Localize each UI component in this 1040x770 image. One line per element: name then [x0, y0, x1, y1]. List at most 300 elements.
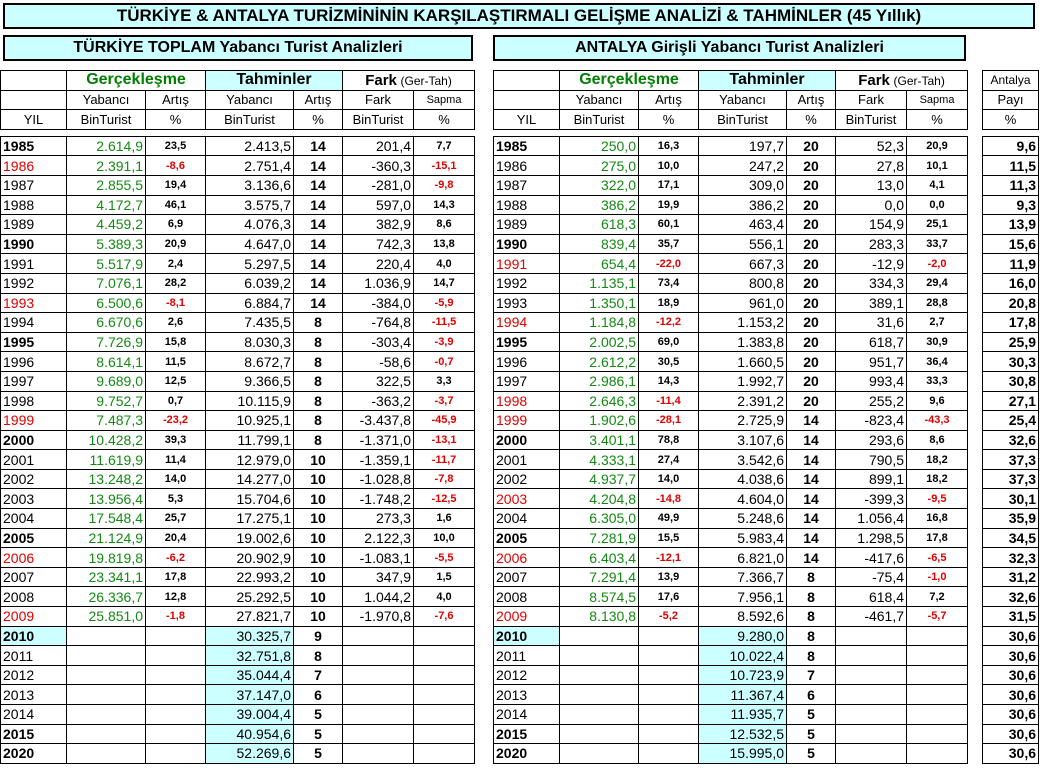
cell-tahmin: 197,7	[699, 136, 787, 156]
header-yil: YIL	[1, 110, 67, 130]
cell-fark: -764,8	[343, 313, 414, 333]
cell-antalya-payi: 30,6	[983, 744, 1039, 764]
cell-artis: 60,1	[639, 215, 699, 235]
cell-gerceklesme: 250,0	[560, 136, 639, 156]
table-row	[983, 567, 1039, 587]
cell-sapma: -43,3	[907, 411, 968, 431]
cell-sapma: 17,8	[907, 528, 968, 548]
cell-tahmin: 3.107,6	[699, 430, 787, 450]
table-row	[494, 175, 968, 195]
cell-fark: 334,3	[836, 273, 907, 293]
cell-tahmin-artis: 14	[294, 136, 343, 156]
cell-year: 2004	[494, 509, 560, 529]
cell-fark: 52,3	[836, 136, 907, 156]
cell-tahmin: 12.979,0	[206, 450, 294, 470]
cell-fark: 382,9	[343, 215, 414, 235]
table-row	[1, 567, 475, 587]
cell-fark: 618,4	[836, 587, 907, 607]
cell-tahmin-artis: 10	[294, 607, 343, 627]
cell-fark: -1.371,0	[343, 430, 414, 450]
cell-tahmin-artis: 14	[787, 509, 836, 529]
cell-sapma: 33,7	[907, 234, 968, 254]
cell-fark: -3.437,8	[343, 411, 414, 431]
cell-tahmin-artis: 20	[787, 313, 836, 333]
cell-gerceklesme: 2.986,1	[560, 371, 639, 391]
header-binturist: BinTurist	[343, 110, 414, 130]
cell-sapma: 30,9	[907, 332, 968, 352]
cell-year: 1990	[1, 234, 67, 254]
table-row	[983, 665, 1039, 685]
cell-fark: 31,6	[836, 313, 907, 333]
cell-year: 2020	[1, 744, 67, 764]
table-row	[1, 469, 475, 489]
cell-antalya-payi: 30,6	[983, 646, 1039, 666]
cell-tahmin: 800,8	[699, 273, 787, 293]
cell-fark	[836, 705, 907, 725]
cell-tahmin: 5.248,6	[699, 509, 787, 529]
cell-tahmin: 20.902,9	[206, 548, 294, 568]
table-row	[494, 136, 968, 156]
cell-sapma: -13,1	[414, 430, 475, 450]
cell-artis: 14,0	[146, 469, 206, 489]
table-row	[983, 685, 1039, 705]
header-yabanci: Yabancı	[67, 90, 146, 110]
cell-artis: 20,4	[146, 528, 206, 548]
cell-year: 2000	[494, 430, 560, 450]
table-row	[983, 156, 1039, 176]
cell-gerceklesme: 4.172,7	[67, 195, 146, 215]
cell-tahmin: 247,2	[699, 156, 787, 176]
cell-tahmin: 7.435,5	[206, 313, 294, 333]
cell-tahmin: 27.821,7	[206, 607, 294, 627]
cell-gerceklesme: 839,4	[560, 234, 639, 254]
cell-tahmin-artis: 10	[294, 469, 343, 489]
cell-tahmin: 39.004,4	[206, 705, 294, 725]
table-row	[983, 489, 1039, 509]
table-row	[494, 293, 968, 313]
cell-gerceklesme: 19.819,8	[67, 548, 146, 568]
cell-sapma	[414, 724, 475, 744]
cell-gerceklesme: 9.689,0	[67, 371, 146, 391]
cell-artis: 30,5	[639, 352, 699, 372]
cell-artis: 73,4	[639, 273, 699, 293]
cell-tahmin-artis: 5	[787, 744, 836, 764]
cell-gerceklesme: 26.336,7	[67, 587, 146, 607]
cell-sapma: 9,6	[907, 391, 968, 411]
cell-year: 1986	[1, 156, 67, 176]
table-row	[494, 371, 968, 391]
table-row	[1, 685, 475, 705]
cell-tahmin: 17.275,1	[206, 509, 294, 529]
cell-artis	[639, 665, 699, 685]
table-row	[983, 332, 1039, 352]
header-fark2: Fark	[836, 90, 907, 110]
cell-tahmin: 8.592,6	[699, 607, 787, 627]
cell-antalya-payi: 31,5	[983, 607, 1039, 627]
table-row	[1, 548, 475, 568]
header-pct: %	[787, 110, 836, 130]
cell-sapma: 8,6	[907, 430, 968, 450]
table-row	[983, 234, 1039, 254]
cell-year: 2014	[1, 705, 67, 725]
cell-year: 2003	[1, 489, 67, 509]
cell-tahmin: 11.935,7	[699, 705, 787, 725]
cell-gerceklesme: 8.614,1	[67, 352, 146, 372]
cell-artis: 13,9	[639, 567, 699, 587]
cell-sapma	[907, 744, 968, 764]
table-row	[494, 744, 968, 764]
cell-tahmin: 6.821,0	[699, 548, 787, 568]
cell-gerceklesme	[67, 685, 146, 705]
cell-antalya-payi: 11,5	[983, 156, 1039, 176]
cell-artis	[639, 626, 699, 646]
cell-tahmin-artis: 14	[294, 234, 343, 254]
cell-tahmin-artis: 10	[294, 509, 343, 529]
cell-tahmin: 10.022,4	[699, 646, 787, 666]
cell-artis: 20,9	[146, 234, 206, 254]
header-fark	[836, 71, 968, 91]
table-row	[983, 391, 1039, 411]
cell-tahmin: 7.956,1	[699, 587, 787, 607]
table-row	[983, 273, 1039, 293]
header-blank	[1, 71, 67, 91]
cell-artis	[146, 626, 206, 646]
cell-gerceklesme: 1.135,1	[560, 273, 639, 293]
spacer-row	[494, 129, 968, 136]
cell-tahmin: 9.366,5	[206, 371, 294, 391]
header-artis: Artış	[294, 90, 343, 110]
table-row	[494, 215, 968, 235]
cell-sapma: 14,3	[414, 195, 475, 215]
table-row	[494, 509, 968, 529]
cell-fark: 0,0	[836, 195, 907, 215]
header-yabanci: Yabancı	[699, 90, 787, 110]
cell-tahmin: 463,4	[699, 215, 787, 235]
cell-tahmin-artis: 20	[787, 273, 836, 293]
cell-year: 2001	[494, 450, 560, 470]
table-row	[1, 430, 475, 450]
cell-sapma: -0,7	[414, 352, 475, 372]
antalya-payi-table	[982, 70, 1039, 764]
table-row	[983, 450, 1039, 470]
header-blank	[494, 90, 560, 110]
cell-gerceklesme: 6.305,0	[560, 509, 639, 529]
cell-sapma: 3,3	[414, 371, 475, 391]
cell-gerceklesme: 2.002,5	[560, 332, 639, 352]
cell-tahmin-artis: 14	[787, 548, 836, 568]
cell-antalya-payi: 37,3	[983, 450, 1039, 470]
cell-sapma: 33,3	[907, 371, 968, 391]
cell-gerceklesme: 618,3	[560, 215, 639, 235]
table-row	[1, 215, 475, 235]
cell-artis	[146, 665, 206, 685]
cell-year: 1998	[494, 391, 560, 411]
cell-tahmin: 52.269,6	[206, 744, 294, 764]
cell-year: 1997	[1, 371, 67, 391]
cell-gerceklesme: 322,0	[560, 175, 639, 195]
cell-tahmin: 32.751,8	[206, 646, 294, 666]
cell-artis: 12,5	[146, 371, 206, 391]
cell-tahmin-artis: 5	[294, 724, 343, 744]
cell-gerceklesme: 10.428,2	[67, 430, 146, 450]
table-row	[983, 313, 1039, 333]
table-row	[983, 195, 1039, 215]
cell-tahmin: 14.277,0	[206, 469, 294, 489]
cell-antalya-payi: 30,3	[983, 352, 1039, 372]
table-row	[983, 626, 1039, 646]
cell-fark	[343, 626, 414, 646]
cell-year: 1991	[494, 254, 560, 274]
cell-tahmin-artis: 14	[294, 156, 343, 176]
cell-artis	[146, 705, 206, 725]
cell-gerceklesme: 1.184,8	[560, 313, 639, 333]
table-row	[494, 685, 968, 705]
table-row	[983, 744, 1039, 764]
cell-year: 2009	[494, 607, 560, 627]
cell-tahmin-artis: 20	[787, 175, 836, 195]
cell-sapma	[414, 685, 475, 705]
cell-year: 1993	[1, 293, 67, 313]
antalya-table	[493, 70, 968, 764]
cell-gerceklesme: 25.851,0	[67, 607, 146, 627]
cell-artis: 25,7	[146, 509, 206, 529]
cell-fark: 347,9	[343, 567, 414, 587]
table-row	[1, 136, 475, 156]
cell-fark	[836, 626, 907, 646]
cell-sapma: -3,9	[414, 332, 475, 352]
cell-gerceklesme: 7.726,9	[67, 332, 146, 352]
cell-sapma	[907, 685, 968, 705]
cell-gerceklesme: 4.937,7	[560, 469, 639, 489]
cell-year: 2010	[494, 626, 560, 646]
cell-year: 1992	[494, 273, 560, 293]
cell-year: 1985	[1, 136, 67, 156]
cell-tahmin: 2.413,5	[206, 136, 294, 156]
cell-sapma: -5,5	[414, 548, 475, 568]
cell-year: 2011	[1, 646, 67, 666]
cell-gerceklesme: 23.341,1	[67, 567, 146, 587]
cell-year: 2002	[494, 469, 560, 489]
cell-artis: 0,7	[146, 391, 206, 411]
table-row	[494, 391, 968, 411]
header-binturist: BinTurist	[836, 110, 907, 130]
header-gerceklesme: Gerçekleşme	[67, 71, 206, 91]
cell-gerceklesme: 5.389,3	[67, 234, 146, 254]
cell-sapma: -7,8	[414, 469, 475, 489]
cell-fark	[836, 646, 907, 666]
cell-tahmin: 7.366,7	[699, 567, 787, 587]
header-row-1	[983, 71, 1039, 91]
cell-tahmin: 1.383,8	[699, 332, 787, 352]
table-row	[1, 607, 475, 627]
table-row	[494, 665, 968, 685]
header-sapma: Sapma	[414, 90, 475, 110]
cell-artis	[639, 744, 699, 764]
cell-sapma	[907, 626, 968, 646]
cell-tahmin-artis: 20	[787, 254, 836, 274]
cell-tahmin-artis: 20	[787, 136, 836, 156]
cell-sapma: 7,7	[414, 136, 475, 156]
table-row	[1, 234, 475, 254]
cell-antalya-payi: 30,8	[983, 371, 1039, 391]
cell-tahmin-artis: 10	[294, 587, 343, 607]
cell-tahmin: 8.672,7	[206, 352, 294, 372]
cell-year: 1987	[494, 175, 560, 195]
cell-tahmin-artis: 8	[787, 626, 836, 646]
cell-antalya-payi: 31,2	[983, 567, 1039, 587]
cell-year: 1986	[494, 156, 560, 176]
cell-fark: -303,4	[343, 332, 414, 352]
cell-antalya-payi: 9,3	[983, 195, 1039, 215]
cell-antalya-payi: 11,9	[983, 254, 1039, 274]
header-binturist: BinTurist	[206, 110, 294, 130]
cell-sapma: 28,8	[907, 293, 968, 313]
cell-tahmin-artis: 8	[294, 371, 343, 391]
cell-artis: -5,2	[639, 607, 699, 627]
cell-artis: -14,8	[639, 489, 699, 509]
cell-tahmin-artis: 10	[294, 528, 343, 548]
cell-year: 1997	[494, 371, 560, 391]
cell-tahmin-artis: 9	[294, 626, 343, 646]
cell-antalya-payi: 30,1	[983, 489, 1039, 509]
cell-fark: 1.298,5	[836, 528, 907, 548]
cell-fark: 951,7	[836, 352, 907, 372]
spacer-row	[1, 129, 475, 136]
cell-tahmin-artis: 10	[294, 548, 343, 568]
cell-tahmin: 6.884,7	[206, 293, 294, 313]
cell-artis: -1,8	[146, 607, 206, 627]
cell-fark: 993,4	[836, 371, 907, 391]
cell-gerceklesme: 8.574,5	[560, 587, 639, 607]
cell-fark: -360,3	[343, 156, 414, 176]
cell-sapma: 10,1	[907, 156, 968, 176]
cell-year: 2012	[494, 665, 560, 685]
cell-fark: -12,9	[836, 254, 907, 274]
cell-sapma: -6,5	[907, 548, 968, 568]
cell-antalya-payi: 15,6	[983, 234, 1039, 254]
cell-year: 2013	[494, 685, 560, 705]
cell-tahmin: 11.367,4	[699, 685, 787, 705]
cell-artis	[639, 705, 699, 725]
cell-fark	[343, 685, 414, 705]
cell-tahmin-artis: 8	[294, 352, 343, 372]
cell-sapma: 0,0	[907, 195, 968, 215]
cell-year: 2006	[1, 548, 67, 568]
cell-fark: -1.028,8	[343, 469, 414, 489]
cell-gerceklesme: 7.291,4	[560, 567, 639, 587]
cell-tahmin: 4.647,0	[206, 234, 294, 254]
cell-tahmin: 8.030,3	[206, 332, 294, 352]
cell-fark: 597,0	[343, 195, 414, 215]
cell-tahmin-artis: 8	[294, 411, 343, 431]
cell-sapma	[414, 665, 475, 685]
table-row	[1, 273, 475, 293]
antalya-section-title: ANTALYA Girişli Yabancı Turist Analizleri	[493, 35, 966, 61]
header-row-1	[494, 71, 968, 91]
cell-gerceklesme: 1.350,1	[560, 293, 639, 313]
cell-year: 2001	[1, 450, 67, 470]
cell-tahmin-artis: 5	[294, 744, 343, 764]
cell-sapma: -1,0	[907, 567, 968, 587]
cell-sapma: 36,4	[907, 352, 968, 372]
header-tahminler: Tahminler	[206, 71, 343, 91]
cell-tahmin: 10.115,9	[206, 391, 294, 411]
cell-gerceklesme: 7.281,9	[560, 528, 639, 548]
cell-tahmin: 12.532,5	[699, 724, 787, 744]
cell-gerceklesme	[67, 705, 146, 725]
table-row	[494, 646, 968, 666]
header-row-1	[1, 71, 475, 91]
table-row	[494, 254, 968, 274]
cell-gerceklesme: 11.619,9	[67, 450, 146, 470]
table-row	[983, 430, 1039, 450]
header-fark-label: Fark	[365, 71, 397, 89]
table-row	[983, 646, 1039, 666]
cell-tahmin-artis: 14	[787, 469, 836, 489]
cell-tahmin-artis: 14	[294, 254, 343, 274]
header-pct: %	[414, 110, 475, 130]
table-row	[1, 450, 475, 470]
cell-year: 2010	[1, 626, 67, 646]
cell-tahmin-artis: 10	[294, 567, 343, 587]
cell-tahmin: 2.725,9	[699, 411, 787, 431]
cell-sapma: 20,9	[907, 136, 968, 156]
table-row	[494, 548, 968, 568]
cell-tahmin-artis: 10	[294, 450, 343, 470]
cell-year: 1987	[1, 175, 67, 195]
table-row	[1, 724, 475, 744]
cell-artis: -8,1	[146, 293, 206, 313]
cell-antalya-payi: 13,9	[983, 215, 1039, 235]
cell-tahmin-artis: 5	[787, 724, 836, 744]
cell-tahmin: 15.704,6	[206, 489, 294, 509]
cell-antalya-payi: 17,8	[983, 313, 1039, 333]
cell-artis: 17,6	[639, 587, 699, 607]
cell-fark: 1.036,9	[343, 273, 414, 293]
cell-artis: 15,5	[639, 528, 699, 548]
cell-tahmin-artis: 20	[787, 234, 836, 254]
cell-tahmin: 11.799,1	[206, 430, 294, 450]
header-blank	[494, 71, 560, 91]
cell-fark: -1.748,2	[343, 489, 414, 509]
cell-artis: 14,3	[639, 371, 699, 391]
cell-tahmin-artis: 8	[787, 646, 836, 666]
cell-sapma: -11,7	[414, 450, 475, 470]
cell-sapma: 4,1	[907, 175, 968, 195]
cell-sapma	[907, 705, 968, 725]
cell-artis: 78,8	[639, 430, 699, 450]
cell-gerceklesme: 4.333,1	[560, 450, 639, 470]
table-row	[494, 156, 968, 176]
table-row	[494, 430, 968, 450]
cell-fark: 255,2	[836, 391, 907, 411]
cell-gerceklesme: 5.517,9	[67, 254, 146, 274]
cell-tahmin-artis: 14	[294, 293, 343, 313]
cell-fark	[836, 724, 907, 744]
cell-tahmin: 6.039,2	[206, 273, 294, 293]
cell-tahmin-artis: 14	[294, 195, 343, 215]
cell-tahmin: 10.925,1	[206, 411, 294, 431]
header-fark-sub: (Ger-Tah)	[893, 73, 945, 88]
cell-tahmin: 961,0	[699, 293, 787, 313]
cell-sapma: 1,6	[414, 509, 475, 529]
header-row-3	[983, 110, 1039, 130]
table-row	[983, 254, 1039, 274]
cell-tahmin: 386,2	[699, 195, 787, 215]
cell-tahmin-artis: 14	[294, 175, 343, 195]
cell-gerceklesme: 21.124,9	[67, 528, 146, 548]
table-row	[1, 411, 475, 431]
